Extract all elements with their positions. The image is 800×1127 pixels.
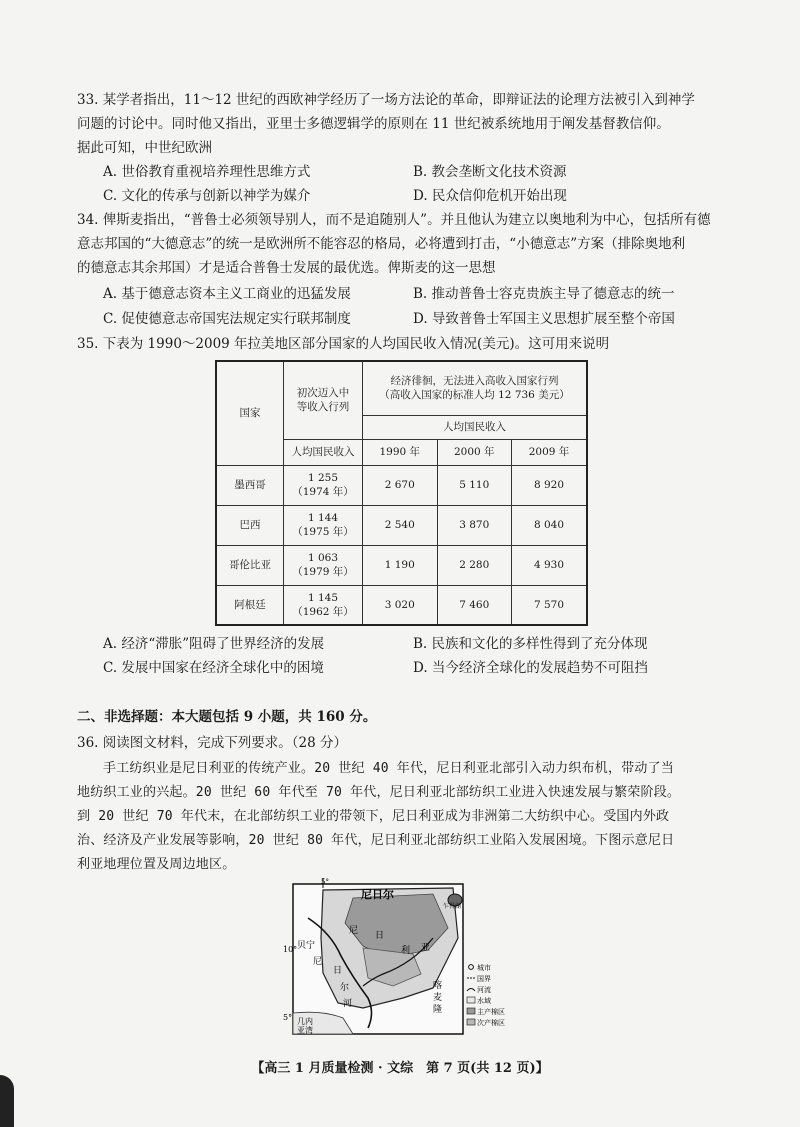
cell-2000: 3 870: [437, 505, 512, 545]
header-year-2009: 2009 年: [512, 439, 587, 465]
label-gulf-1: 几内: [297, 1017, 313, 1026]
section-heading: 二、非选择题：本大题包括 9 小题，共 160 分。: [77, 709, 377, 725]
header-first-b: 等收入行列: [296, 401, 350, 414]
q33-option-d[interactable]: D. 民众信仰危机开始出现: [413, 188, 567, 204]
q33-line-3: 据此可知，中世纪欧洲: [77, 140, 212, 156]
cell-first: [284, 505, 363, 545]
nigeria-map: [283, 878, 518, 1038]
label-lake: 乍得湖: [443, 903, 462, 910]
page-footer: 【高三 1 月质量检测 · 文综 第 7 页(共 12 页)】: [251, 1061, 549, 1076]
q33-option-a[interactable]: A. 世俗教育重视培养理性思维方式: [103, 164, 311, 180]
q36-para-line-4: 治、经济及产业发展等影响，20 世纪 80 年代，尼日利亚北部纺织工业陷入发展困境。下图示意尼日: [77, 833, 675, 848]
cell-first: [284, 465, 363, 505]
table-row: [216, 545, 587, 585]
label-gulf-2: 亚湾: [297, 1026, 313, 1035]
q35-option-a[interactable]: A. 经济“滞胀”阻碍了世界经济的发展: [103, 636, 325, 652]
q34-option-d[interactable]: D. 导致普鲁士军国主义思想扩展至整个帝国: [413, 311, 675, 327]
cell-2009: 8 040: [512, 505, 587, 545]
cell-country: 墨西哥: [216, 465, 284, 505]
q34-option-b[interactable]: B. 推动普鲁士容克贵族主导了德意志的统一: [413, 286, 675, 302]
cell-2000: 7 460: [437, 585, 512, 625]
legend-secondary-cotton-symbol: [467, 1019, 475, 1025]
label-niger: 尼日尔: [361, 888, 394, 901]
label-cameroon-2: 麦: [433, 993, 443, 1003]
q36-stem: 36. 阅读图文材料，完成下列要求。（28 分）: [77, 735, 347, 751]
cell-first-value: 1 255: [307, 472, 339, 484]
cell-first-value: 1 063: [307, 552, 339, 564]
table-row: [216, 505, 587, 545]
lat-label-mid: 10°: [283, 945, 298, 954]
cell-country: 哥伦比亚: [216, 545, 284, 585]
cell-2000: 2 280: [437, 545, 512, 585]
header-first-entry: [284, 361, 363, 439]
lat-label-bottom: 5°: [283, 1013, 293, 1022]
legend-water: 水域: [477, 997, 491, 1005]
label-nigeria-4: 亚: [421, 943, 431, 953]
header-year-1990: 1990 年: [363, 439, 438, 465]
q36-para-line-1: 手工纺织业是尼日利亚的传统产业。20 世纪 40 年代，尼日利亚北部引入动力织布机，带动了当: [103, 761, 674, 776]
header-economy: [363, 361, 588, 415]
q33-line-2: 问题的讨论中。同时他又指出，亚里士多德逻辑学的原则在 11 世纪被系统地用于阐发基督教信仰。: [77, 116, 670, 132]
cell-country: 阿根廷: [216, 585, 284, 625]
table-row: [216, 585, 587, 625]
cell-first: [284, 585, 363, 625]
label-benin: 贝宁: [297, 941, 316, 951]
label-cameroon-1: 喀: [433, 981, 443, 991]
label-river-4: 河: [343, 999, 353, 1009]
legend-city-symbol: [469, 965, 474, 970]
cell-1990: 2 540: [363, 505, 438, 545]
label-nigeria-3: 利: [401, 946, 411, 956]
binding-mark: [0, 1075, 14, 1127]
header-first-a: 初次迈入中: [296, 387, 350, 400]
cell-2009: 7 570: [512, 585, 587, 625]
cell-first-value: 1 144: [307, 512, 339, 524]
q33-line-1: 33. 某学者指出，11～12 世纪的西欧神学经历了一场方法论的革命，即辩证法的论理方法被引入到神学: [77, 92, 695, 108]
q35-stem: 35. 下表为 1990～2009 年拉美地区部分国家的人均国民收入情况(美元)。这可用来说明: [77, 336, 610, 352]
legend-river-symbol: [467, 989, 475, 992]
q33-option-b[interactable]: B. 教会垄断文化技术资源: [413, 164, 567, 180]
cell-1990: 1 190: [363, 545, 438, 585]
legend-main-cotton-symbol: [467, 1008, 475, 1014]
cell-first-year: （1975 年）: [292, 526, 354, 538]
cell-first-year: （1962 年）: [292, 605, 354, 618]
cell-country: 巴西: [216, 505, 284, 545]
cell-1990: 3 020: [363, 585, 438, 625]
label-river-2: 日: [333, 966, 343, 976]
table-row: [216, 465, 587, 505]
header-year-2000: 2000 年: [437, 439, 512, 465]
label-nigeria-1: 尼: [349, 926, 359, 936]
label-cameroon-3: 隆: [433, 1005, 443, 1015]
cell-2009: 8 920: [512, 465, 587, 505]
cell-1990: 2 670: [363, 465, 438, 505]
label-river-1: 尼: [313, 957, 323, 967]
label-river-3: 尔: [340, 983, 350, 993]
q35-option-d[interactable]: D. 当今经济全球化的发展趋势不可阻挡: [413, 660, 648, 676]
q33-option-c[interactable]: C. 文化的传承与创新以神学为媒介: [103, 188, 311, 204]
header-econ-a: 经济徘徊，无法进入高收入国家行列: [390, 375, 559, 388]
income-table: [215, 360, 588, 626]
legend-border: 国界: [477, 975, 491, 983]
legend-city: 城市: [477, 964, 491, 972]
legend-secondary-cotton: 次产棉区: [477, 1019, 505, 1027]
cell-first: [284, 545, 363, 585]
header-first-sub: 人均国民收入: [284, 439, 363, 465]
q34-option-a[interactable]: A. 基于德意志资本主义工商业的迅猛发展: [103, 286, 351, 302]
cell-first-year: （1979 年）: [292, 566, 354, 578]
q34-line-3: 的德意志其余邦国）才是适合普鲁士发展的最优选。俾斯麦的这一思想: [77, 260, 496, 276]
q35-option-c[interactable]: C. 发展中国家在经济全球化中的困境: [103, 660, 324, 676]
header-econ-b: （高收入国家的标准人均 12 736 美元）: [379, 389, 570, 402]
q36-para-line-3: 到 20 世纪 70 年代末，在北部纺织工业的带领下，尼日利亚成为非洲第二大纺织中心。受国内外政: [77, 809, 670, 824]
q35-option-b[interactable]: B. 民族和文化的多样性得到了充分体现: [413, 636, 648, 652]
q34-line-1: 34. 俾斯麦指出，“普鲁士必须领导别人，而不是追随别人”。并且他认为建立以奥地利为中心，包括所有德: [77, 212, 711, 228]
cell-first-value: 1 145: [307, 591, 339, 604]
q34-option-c[interactable]: C. 促使德意志帝国宪法规定实行联邦制度: [103, 311, 351, 327]
legend-river: 河流: [477, 986, 491, 994]
q36-para-line-5: 利亚地理位置及周边地区。: [77, 857, 236, 872]
legend-water-symbol: [467, 997, 475, 1003]
q34-line-2: 意志邦国的“大德意志”的统一是欧洲所不能容忍的格局，必将遭到打击，“小德意志”方案（排除奥地利: [77, 236, 686, 252]
legend-main-cotton: 主产棉区: [477, 1008, 505, 1016]
header-country: 国家: [216, 361, 284, 465]
header-income: 人均国民收入: [363, 415, 588, 439]
label-nigeria-2: 日: [375, 931, 385, 941]
cell-2009: 4 930: [512, 545, 587, 585]
cell-first-year: （1974 年）: [292, 486, 354, 498]
cell-2000: 5 110: [437, 465, 512, 505]
q36-para-line-2: 地纺织工业的兴起。20 世纪 60 年代至 70 年代，尼日利亚北部纺织工业进入快速发展与繁荣阶段。: [77, 785, 681, 800]
lat-label-top: 5°: [321, 878, 329, 886]
